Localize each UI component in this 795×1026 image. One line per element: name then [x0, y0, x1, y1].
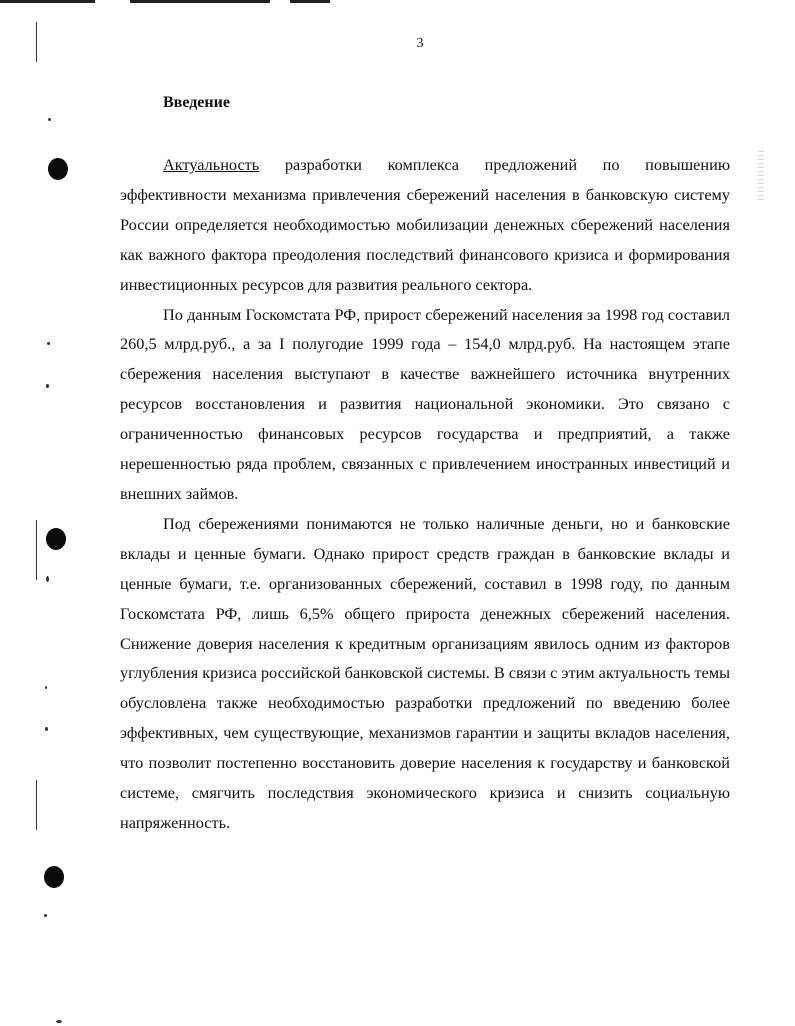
- paragraph: По данным Госкомстата РФ, прирост сбережений населения за 1998 год составил 260,5 млрд.руб., а за I полугодие 1999 года – 154,0 млрд.руб. На настоящем этапе сбережения населения выступают в качестве важнейшего источника внутренних ресурсов восстановления и развития национальной экономики. Это связано с ограниченностью финансовых ресурсов государства и предприятий, а также нерешенностью ряда проблем, связанных с привлечением иностранных инвестиций и внешних займов.: [120, 304, 730, 503]
- punch-hole: [46, 528, 66, 550]
- paragraph: [120, 150, 730, 300]
- scan-edge-line: [0, 0, 95, 3]
- scan-speck: [45, 727, 48, 731]
- scan-speck: [45, 686, 47, 689]
- scan-speck: [48, 118, 51, 121]
- scan-speck: [47, 342, 50, 345]
- scan-margin-line: [36, 520, 37, 580]
- scan-margin-line: [36, 780, 37, 830]
- scan-speck: [56, 1020, 62, 1023]
- scan-edge-line: [130, 0, 270, 3]
- paragraph-text: разработки комплекса предложений по повышению эффективности механизма привлечения сбережений населения в банковскую систему России определяется необходимостью мобилизации денежных сбережений населения как важного фактора преодоления последствий финансового кризиса и формирования инвестиционных ресурсов для развития реального сектора.: [120, 155, 730, 294]
- scan-speck: [46, 576, 49, 582]
- page-number: 3: [416, 36, 424, 51]
- body-text: [120, 150, 730, 838]
- punch-hole: [44, 866, 64, 888]
- paragraph: Под сбережениями понимаются не только наличные деньги, но и банковские вклады и ценные бумаги. Однако прирост средств граждан в банковские вклады и ценные бумаги, т.е. организованных сбережений, составил в 1998 году, по данным Госкомстата РФ, лишь 6,5% общего прироста денежных сбережений населения. Снижение доверия населения к кредитным организациям явилось одним из факторов углубления кризиса российской банковской системы. В связи с этим актуальность темы обусловлена также необходимостью разработки предложений по введению более эффективных, чем существующие, механизмов гарантии и защиты вкладов населения, что позволит постепенно восстановить доверие населения к государству и банковской системе, смягчить последствия экономического кризиса и снизить социальную напряженность.: [120, 513, 731, 832]
- punch-hole: [48, 158, 68, 180]
- scan-edge-line: [290, 0, 330, 3]
- underlined-term: Актуальность: [163, 155, 260, 174]
- scan-speck: [46, 384, 49, 388]
- section-heading: Введение: [163, 94, 230, 111]
- scan-noise: [758, 148, 764, 200]
- scan-speck: [44, 914, 47, 917]
